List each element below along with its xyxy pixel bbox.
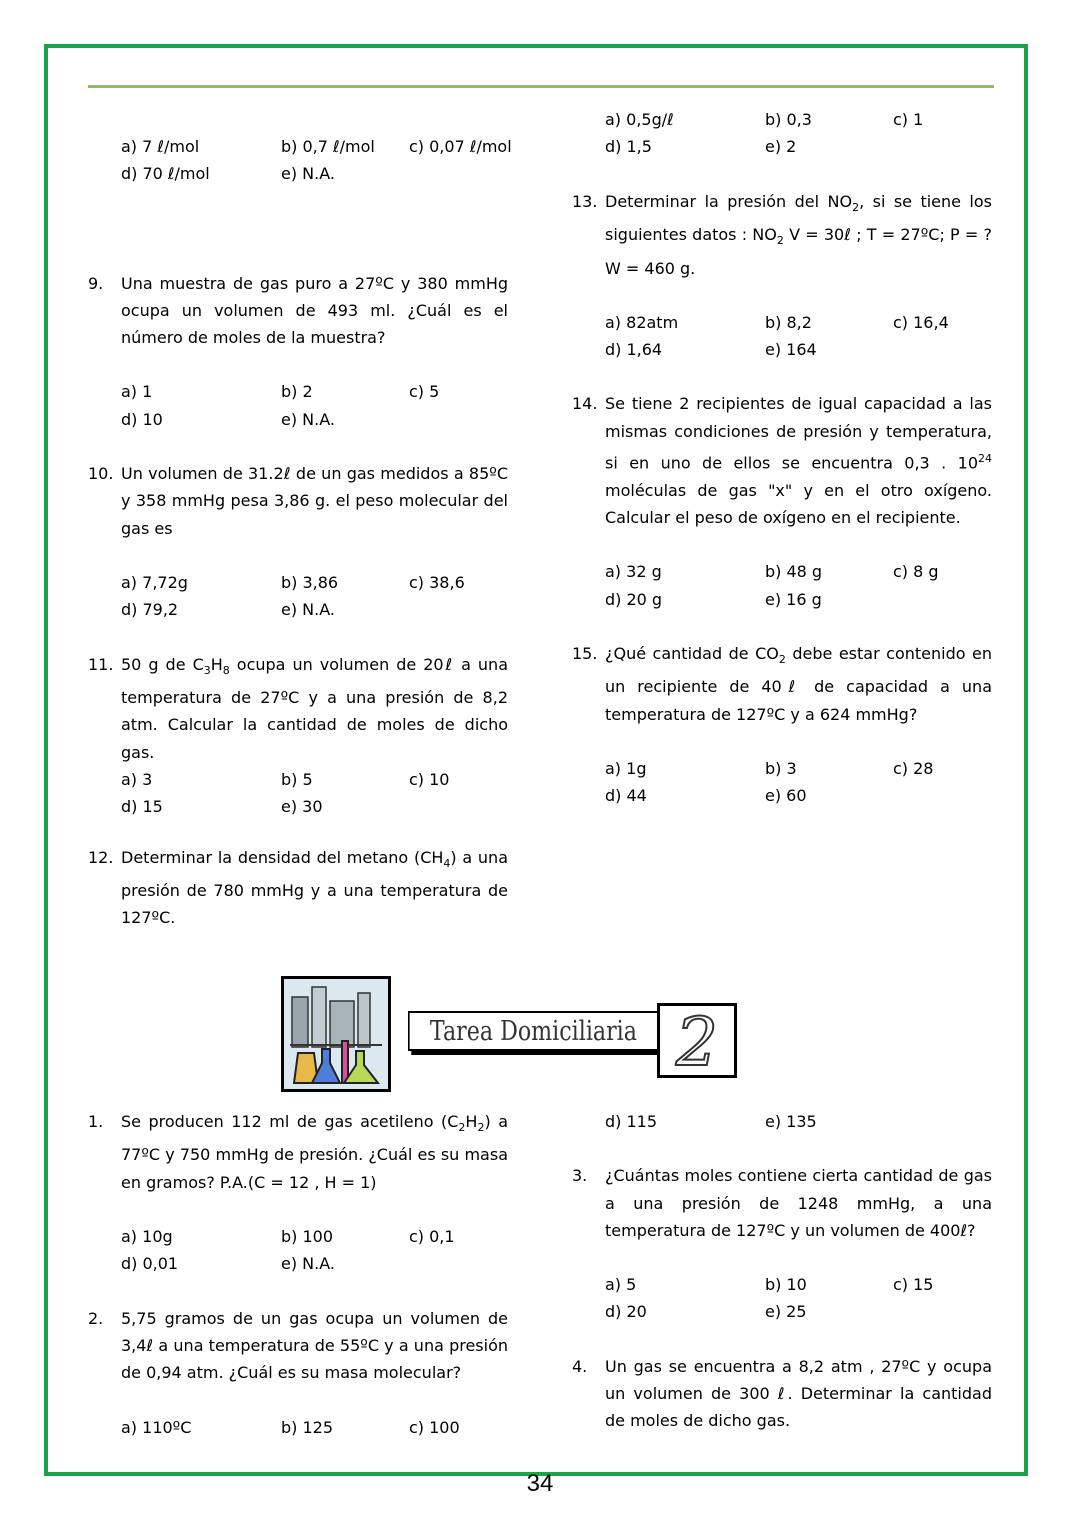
banner-title: Tarea Domiciliaria: [408, 1011, 659, 1051]
option[interactable]: c) 0,07 ℓ/mol: [409, 137, 512, 156]
question-14: 14. Se tiene 2 recipientes de igual capacidad a las mismas condiciones de presión y temperatura, si en uno de ellos se encuentra 0,3 . $10^{24}$ moléculas de gas "x" y en el otro oxígeno. Calcular el peso de oxígeno en el recipiente.: [572, 394, 992, 527]
option[interactable]: c) 10: [409, 769, 450, 789]
option[interactable]: b) 125: [281, 1417, 334, 1437]
option[interactable]: a) 10g: [121, 1227, 173, 1247]
option[interactable]: b) 10: [765, 1275, 807, 1295]
options-q9: [88, 378, 508, 433]
options-q13: [572, 309, 992, 364]
option[interactable]: e) N.A.: [281, 164, 335, 184]
option[interactable]: e) N.A.: [281, 1254, 335, 1274]
option[interactable]: b) 0,3: [765, 110, 812, 129]
left-column: [88, 133, 512, 932]
option[interactable]: a) 7,72g: [121, 572, 188, 592]
options-hw-q2-cont: [572, 1108, 992, 1135]
option[interactable]: e) 60: [765, 786, 807, 806]
option[interactable]: c) 1: [893, 110, 924, 129]
option[interactable]: b) 48 g: [765, 562, 823, 582]
option[interactable]: d) 1,64: [605, 340, 663, 360]
option[interactable]: a) 32 g: [605, 562, 662, 582]
option[interactable]: c) 16,4: [893, 312, 949, 332]
option[interactable]: a) 1g: [605, 758, 647, 778]
lab-flasks-icon: [281, 976, 391, 1092]
options-q14: [572, 558, 992, 613]
question-9: 9. Una muestra de gas puro a 27ºC y 380 mmHg ocupa un volumen de 493 ml. ¿Cuál es el número de moles de la muestra?: [88, 273, 508, 348]
option[interactable]: a) 0,5g/ℓ: [605, 110, 674, 129]
question-12: 12. Determinar la densidad del metano $(CH_4)$ a una presión de 780 mmHg y a una temperatura de 127ºC.: [88, 847, 508, 928]
option[interactable]: c) 100: [409, 1417, 460, 1437]
options-hw-q2: [88, 1414, 508, 1441]
option[interactable]: c) 15: [893, 1275, 934, 1295]
option[interactable]: a) 3: [121, 769, 153, 789]
option[interactable]: e) N.A.: [281, 409, 335, 429]
question-11: 11. 50 g de $C_3H_8$ ocupa un volumen de 20ℓ a una temperatura de 27ºC y a una presión de 8,2 atm. Calcular la cantidad de moles de dicho gas.: [88, 654, 509, 762]
option[interactable]: a) 7 ℓ/mol: [121, 137, 200, 156]
homework-left-column: [88, 1108, 508, 1441]
option[interactable]: d) 20 g: [605, 589, 663, 609]
option[interactable]: b) 0,7 ℓ/mol: [281, 137, 375, 156]
option[interactable]: d) 79,2: [121, 600, 179, 620]
option[interactable]: b) 3: [765, 758, 797, 778]
question-15: 15. ¿Qué cantidad de $CO_2$ debe estar contenido en un recipiente de 40ℓ de capacidad a una temperatura de 127ºC y a 624 mmHg?: [572, 643, 993, 724]
homework-right-column: [572, 1108, 992, 1435]
right-column: [572, 106, 992, 810]
option[interactable]: d) 20: [605, 1302, 647, 1322]
option[interactable]: d) 70 ℓ/mol: [121, 164, 210, 184]
option[interactable]: c) 0,1: [409, 1227, 455, 1247]
hw-question-3: 3. ¿Cuántas moles contiene cierta cantidad de gas a una presión de 1248 mmHg, a una temperatura de 127ºC y un volumen de 400ℓ?: [572, 1166, 992, 1240]
option[interactable]: e) 30: [281, 797, 323, 817]
option[interactable]: b) 8,2: [765, 312, 812, 332]
option[interactable]: b) 100: [281, 1227, 334, 1247]
option[interactable]: e) 135: [765, 1112, 817, 1131]
option[interactable]: c) 28: [893, 758, 934, 778]
option[interactable]: d) 1,5: [605, 137, 652, 157]
option[interactable]: a) 110ºC: [121, 1417, 192, 1437]
options-hw-q1: [88, 1223, 508, 1278]
option[interactable]: d) 44: [605, 786, 647, 806]
option[interactable]: b) 2: [281, 382, 313, 402]
options-q15: [572, 755, 992, 810]
option[interactable]: a) 82atm: [605, 312, 679, 332]
option[interactable]: d) 15: [121, 797, 163, 817]
options-q11: [88, 766, 508, 821]
page-number: 34: [526, 1470, 554, 1497]
option[interactable]: e) 25: [765, 1302, 807, 1322]
options-q10: [88, 569, 508, 624]
hw-question-2: 2. 5,75 gramos de un gas ocupa un volumen de 3,4ℓ a una temperatura de 55ºC y a una presión de 0,94 atm. ¿Cuál es su masa molecular?: [88, 1308, 508, 1383]
question-13: 13. Determinar la presión del $NO_2$, si se tiene los siguientes datos : $NO_2$ V = 30ℓ ; T = 27ºC; P = ? W = 460 g.: [572, 191, 992, 278]
option[interactable]: e) 16 g: [765, 589, 822, 609]
question-10: 10. Un volumen de 31.2ℓ de un gas medidos a 85ºC y 358 mmHg pesa 3,86 g. el peso molecular del gas es: [88, 464, 508, 538]
option[interactable]: d) 115: [605, 1112, 658, 1131]
option[interactable]: c) 8 g: [893, 562, 939, 582]
hw-question-1: 1. Se producen 112 ml de gas acetileno $(C_2H_2)$ a 77ºC y 750 mmHg de presión. ¿Cuál es su masa en gramos? P.A.(C = 12 , H = 1): [88, 1112, 508, 1192]
option[interactable]: e) 2: [765, 137, 797, 157]
option[interactable]: b) 3,86: [281, 572, 339, 592]
option[interactable]: b) 5: [281, 769, 313, 789]
option[interactable]: a) 1: [121, 382, 153, 402]
option[interactable]: d) 10: [121, 409, 163, 429]
option[interactable]: e) 164: [765, 340, 817, 360]
option[interactable]: c) 5: [409, 382, 440, 402]
option[interactable]: a) 5: [605, 1275, 637, 1295]
options-hw-q3: [572, 1271, 992, 1326]
homework-banner: [281, 976, 741, 1096]
options-q12: [572, 106, 992, 161]
options-q8: [88, 133, 512, 188]
option[interactable]: d) 0,01: [121, 1254, 179, 1274]
option[interactable]: e) N.A.: [281, 600, 335, 620]
option[interactable]: c) 38,6: [409, 572, 465, 592]
hw-question-4: 4. Un gas se encuentra a 8,2 atm , 27ºC y ocupa un volumen de 300 ℓ. Determinar la cantidad de moles de dicho gas.: [572, 1356, 992, 1431]
banner-number: 2: [657, 1003, 737, 1078]
header-rule: [88, 85, 994, 88]
